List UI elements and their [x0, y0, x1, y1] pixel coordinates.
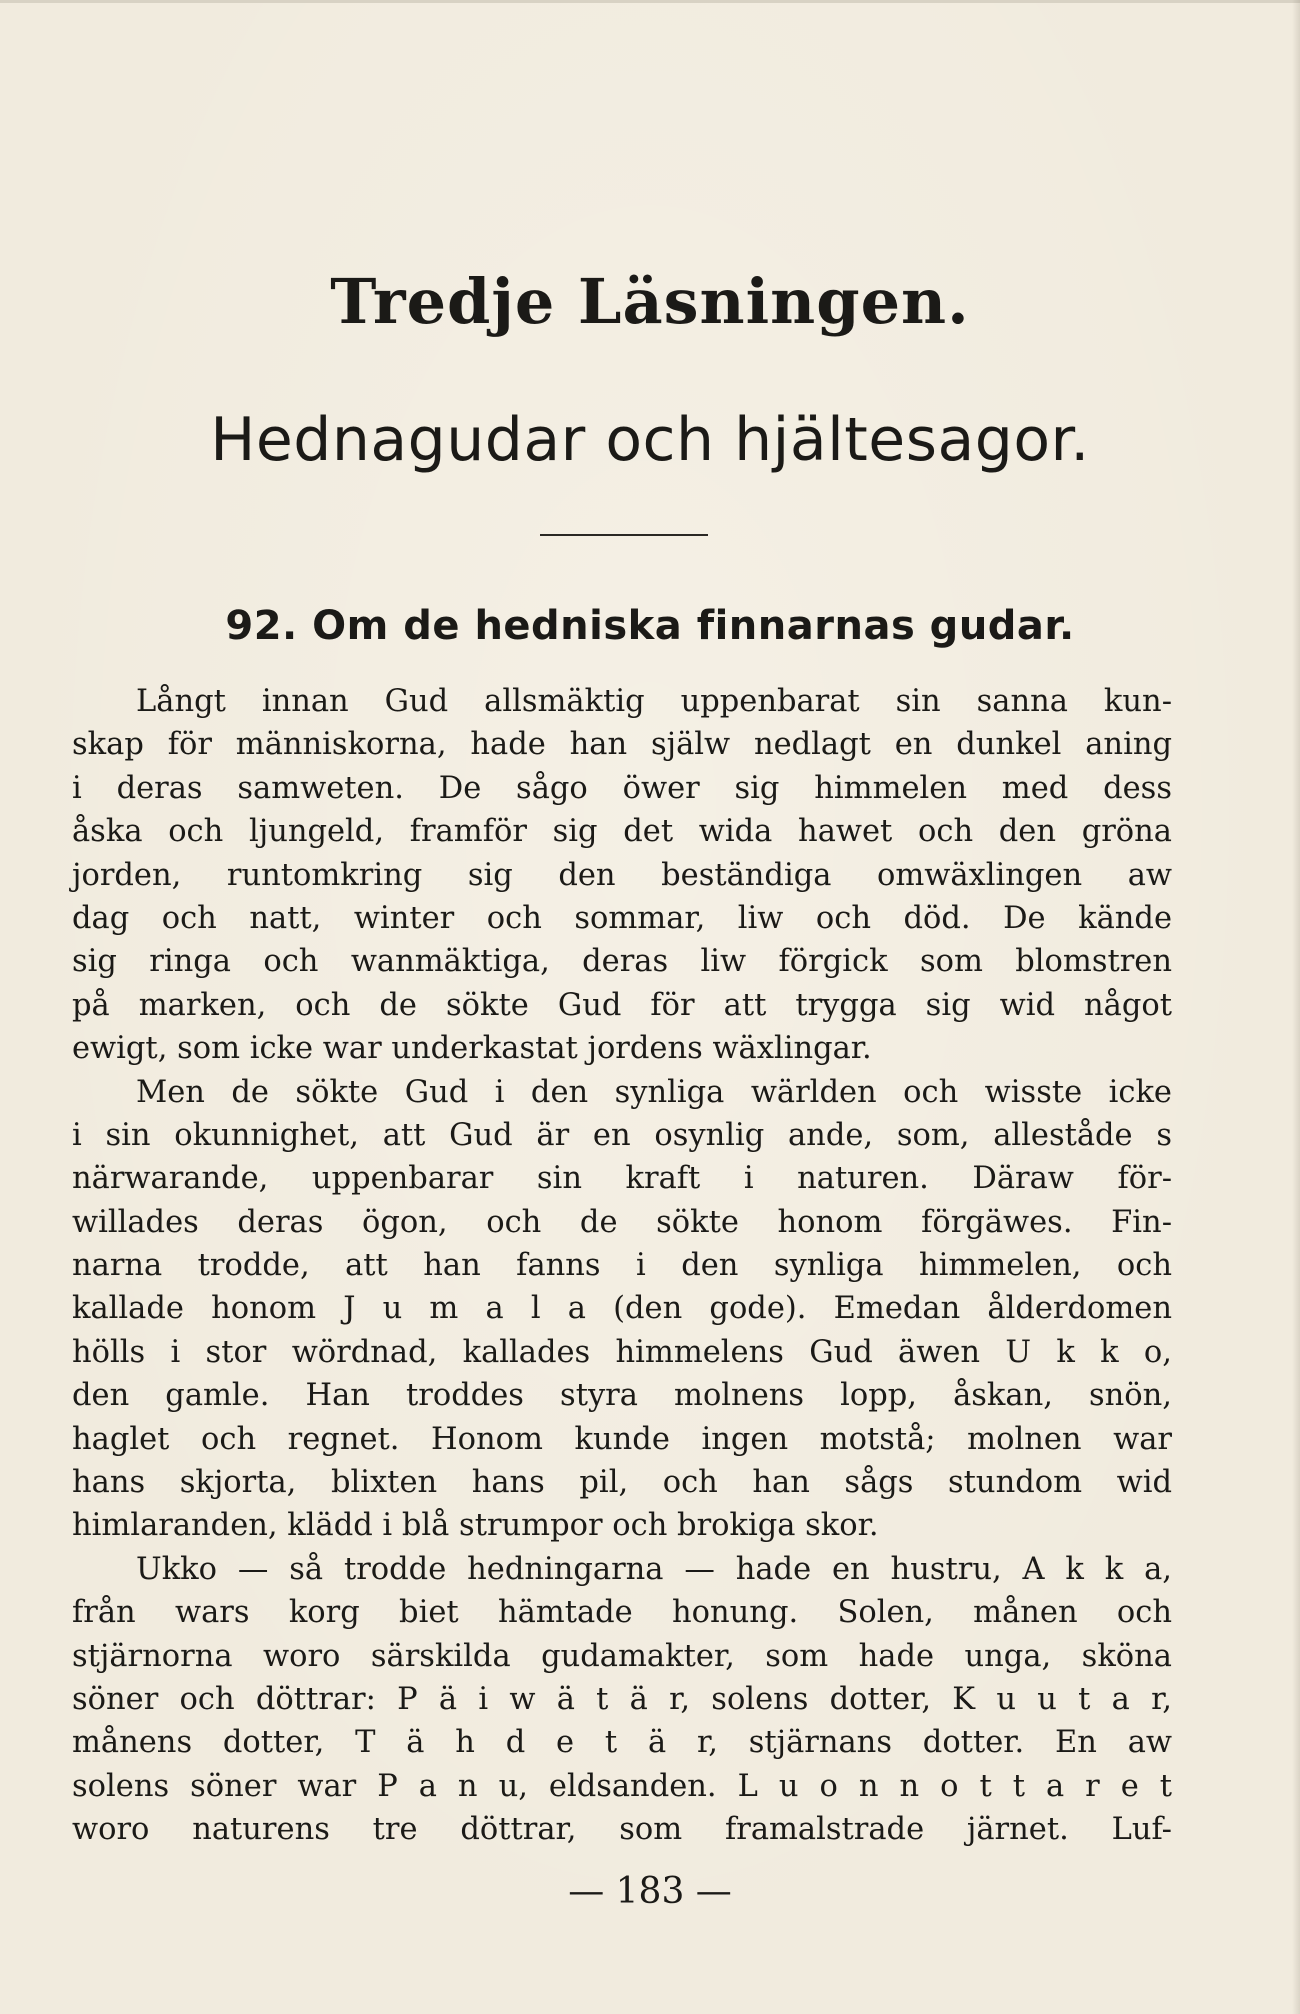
text-line: skap för människorna, hade han själw nedlagt en dunkel aning	[72, 727, 1172, 763]
body-text	[72, 680, 1172, 1852]
text-line: dag och natt, winter och sommar, liw och död. De kände	[72, 900, 1172, 936]
text-line: himlaranden, klädd i blå strumpor och brokiga skor.	[72, 1508, 879, 1544]
text-line: närwarande, uppenbarar sin kraft i naturen. Däraw för-	[72, 1161, 1172, 1197]
text-line: i sin okunnighet, att Gud är en osynlig ande, som, alleståde s	[72, 1117, 1172, 1153]
chapter-title: Tredje Läsningen.	[330, 265, 970, 338]
text-line: stjärnorna woro särskilda gudamakter, som hade unga, sköna	[72, 1638, 1172, 1674]
chapter-subtitle: Hednagudar och hjältesagor.	[210, 405, 1090, 475]
text-line: willades deras ögon, och de sökte honom förgäwes. Fin-	[72, 1204, 1172, 1240]
text-line: ewigt, som icke war underkastat jordens wäxlingar.	[72, 1031, 872, 1067]
text-line: narna trodde, att han fanns i den synliga himmelen, och	[72, 1248, 1172, 1284]
text-line: i deras samweten. De sågo öwer sig himmelen med dess	[72, 770, 1172, 806]
text-line: på marken, och de sökte Gud för att trygga sig wid något	[72, 987, 1172, 1023]
text-line: Men de sökte Gud i den synliga wärlden och wisste icke	[136, 1074, 1172, 1110]
text-line: solens söner war P a n u, eldsanden. L u o n n o t t a r e t	[72, 1768, 1172, 1804]
section-divider	[540, 534, 708, 536]
text-line: månens dotter, T ä h d e t ä r, stjärnans dotter. En aw	[72, 1725, 1172, 1761]
page-number: — 183 —	[568, 1871, 732, 1912]
page-top-edge	[0, 0, 1300, 3]
text-line: Långt innan Gud allsmäktig uppenbarat sin sanna kun-	[136, 684, 1172, 719]
text-line: den gamle. Han troddes styra molnens lopp, åskan, snön,	[72, 1378, 1172, 1414]
text-line: hölls i stor wördnad, kallades himmelens Gud äwen U k k o,	[72, 1334, 1172, 1370]
text-line: sig ringa och wanmäktiga, deras liw förgick som blomstren	[72, 944, 1172, 980]
text-line: Ukko — så trodde hedningarna — hade en hustru, A k k a,	[136, 1551, 1172, 1587]
text-line: kallade honom J u m a l a (den gode). Emedan ålderdomen	[72, 1291, 1172, 1327]
text-line: haglet och regnet. Honom kunde ingen motstå; molnen war	[72, 1421, 1172, 1457]
text-line: hans skjorta, blixten hans pil, och han sågs stundom wid	[72, 1465, 1172, 1501]
text-line: åska och ljungeld, framför sig det wida hawet och den gröna	[72, 814, 1172, 850]
text-line: söner och döttrar: P ä i w ä t ä r, solens dotter, K u u t a r,	[72, 1681, 1172, 1717]
text-line: från wars korg biet hämtade honung. Solen, månen och	[72, 1595, 1172, 1631]
text-line: jorden, runtomkring sig den beständiga omwäxlingen aw	[72, 857, 1172, 893]
text-line: woro naturens tre döttrar, som framalstrade järnet. Luf-	[72, 1812, 1172, 1848]
section-heading: 92. Om de hedniska finnarnas gudar.	[225, 603, 1075, 649]
